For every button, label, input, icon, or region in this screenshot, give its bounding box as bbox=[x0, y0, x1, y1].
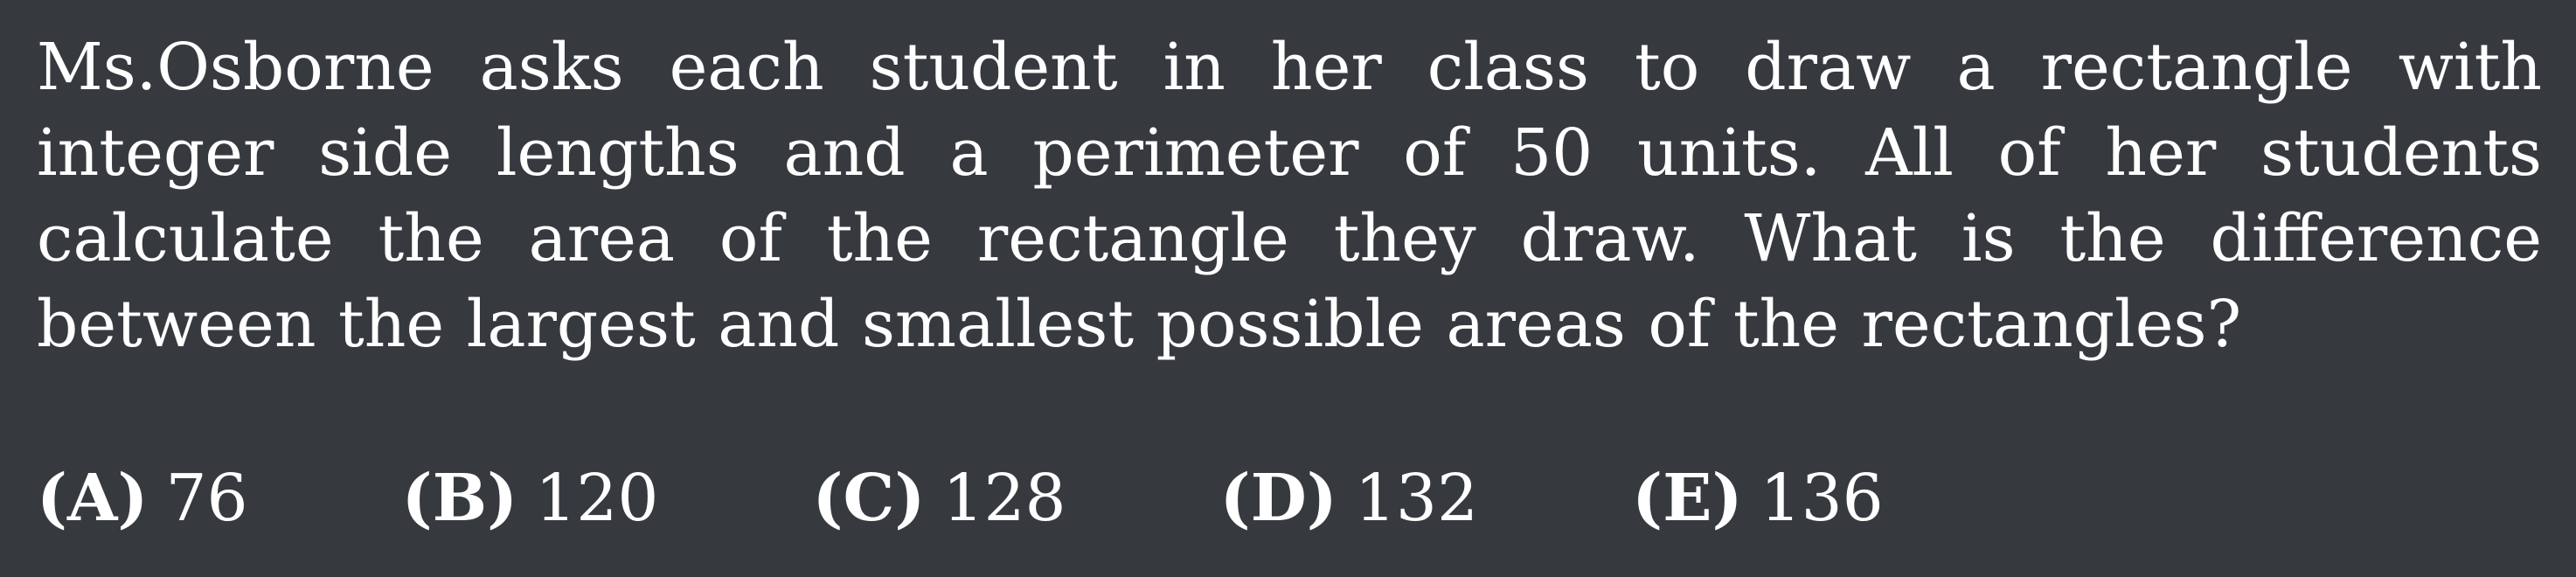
choice-b-label: (B) bbox=[401, 461, 518, 536]
problem-statement: Ms.Osborne asks each student in her class to draw a rectangle with integer side lengths and a perimeter of 50 units. All of her students calculate the area of the rectangle they draw. What is the difference between the largest and smallest possible areas of the rectangles? bbox=[37, 30, 2542, 362]
choice-e-value: 136 bbox=[1760, 461, 1884, 536]
choice-a-label: (A) bbox=[37, 461, 149, 536]
choice-b bbox=[402, 455, 659, 542]
choice-d-value: 132 bbox=[1354, 461, 1479, 536]
choice-d-label: (D) bbox=[1219, 461, 1337, 536]
choice-e-label: (E) bbox=[1632, 461, 1743, 536]
choice-e bbox=[1632, 455, 1884, 542]
choice-c-value: 128 bbox=[942, 461, 1066, 536]
choice-a bbox=[37, 455, 248, 542]
choice-c-label: (C) bbox=[812, 461, 926, 536]
answer-choices bbox=[37, 455, 1884, 542]
choice-a-value: 76 bbox=[165, 461, 248, 536]
choice-d bbox=[1220, 455, 1478, 542]
choice-b-value: 120 bbox=[535, 461, 659, 536]
choice-c bbox=[812, 455, 1066, 542]
